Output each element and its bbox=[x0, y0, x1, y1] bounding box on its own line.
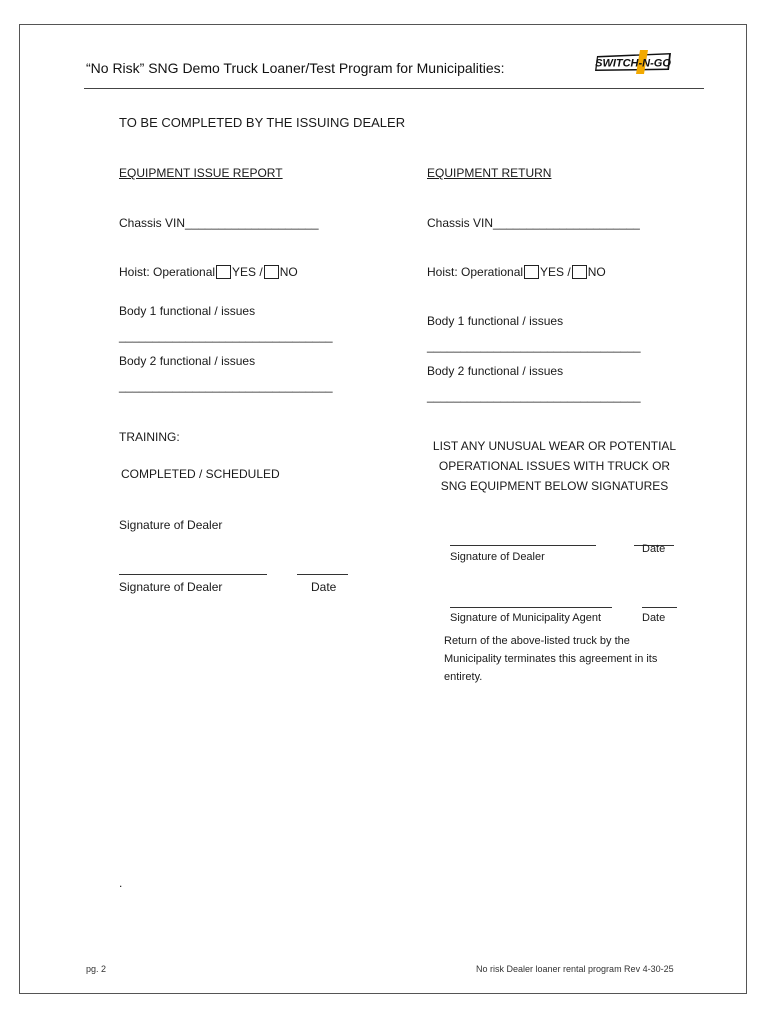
return-date2-line[interactable] bbox=[642, 607, 677, 608]
return-dealer-signature-line[interactable] bbox=[450, 545, 596, 546]
return-body1-label: Body 1 functional / issues bbox=[427, 314, 564, 328]
issue-hoist-label: Hoist: Operational bbox=[119, 265, 216, 279]
issue-hoist-no-checkbox[interactable] bbox=[264, 265, 279, 279]
issue-hoist-row bbox=[119, 265, 298, 279]
issue-signature-caption: Signature of Dealer bbox=[119, 518, 223, 532]
instruction-text: TO BE COMPLETED BY THE ISSUING DEALER bbox=[119, 115, 406, 130]
return-body1-line[interactable]: ________________________________ bbox=[427, 339, 641, 353]
return-heading: EQUIPMENT RETURN bbox=[427, 166, 552, 180]
issue-body1-label: Body 1 functional / issues bbox=[119, 304, 256, 318]
return-instructions-line-1: LIST ANY UNUSUAL WEAR OR POTENTIAL bbox=[432, 439, 677, 453]
header-rule bbox=[84, 88, 704, 89]
return-hoist-yes-checkbox[interactable] bbox=[524, 265, 539, 279]
stray-dot: . bbox=[119, 876, 123, 890]
return-agent-signature-line[interactable] bbox=[450, 607, 612, 608]
return-hoist-label: Hoist: Operational bbox=[427, 265, 524, 279]
training-status[interactable]: COMPLETED / SCHEDULED bbox=[121, 467, 280, 481]
issue-body1-line[interactable]: ________________________________ bbox=[119, 329, 333, 343]
return-hoist-yes-label: YES / bbox=[540, 265, 571, 279]
issue-body2-label: Body 2 functional / issues bbox=[119, 354, 256, 368]
issue-hoist-yes-checkbox[interactable] bbox=[216, 265, 231, 279]
return-instructions-line-2: OPERATIONAL ISSUES WITH TRUCK OR bbox=[438, 459, 671, 473]
return-date2-label: Date bbox=[642, 612, 666, 624]
return-date1-label: Date bbox=[642, 543, 666, 555]
issue-heading: EQUIPMENT ISSUE REPORT bbox=[119, 166, 283, 180]
issue-hoist-yes-label: YES / bbox=[232, 265, 263, 279]
return-agent-signature-label: Signature of Municipality Agent bbox=[450, 612, 602, 624]
page-number: pg. 2 bbox=[86, 964, 107, 974]
return-hoist-no-label: NO bbox=[587, 265, 606, 279]
issue-body2-line[interactable]: ________________________________ bbox=[119, 379, 333, 393]
return-terms-note: Return of the above-listed truck by the Municipality terminates this agreement in its entirety. bbox=[444, 635, 658, 683]
issue-signature-label: Signature of Dealer bbox=[119, 580, 223, 594]
return-body2-label: Body 2 functional / issues bbox=[427, 364, 564, 378]
issue-hoist-no-label: NO bbox=[279, 265, 298, 279]
issue-chassis-vin: Chassis VIN____________________ bbox=[119, 216, 319, 230]
issue-signature-line[interactable] bbox=[119, 574, 267, 575]
return-hoist-row bbox=[427, 265, 606, 279]
issue-date-line[interactable] bbox=[297, 574, 348, 575]
logo-text: SWITCH-N-GO bbox=[595, 57, 671, 70]
training-label: TRAINING: bbox=[119, 430, 180, 444]
issue-date-label: Date bbox=[311, 580, 337, 594]
return-dealer-signature-label: Signature of Dealer bbox=[450, 551, 545, 563]
return-chassis-vin: Chassis VIN______________________ bbox=[427, 216, 640, 230]
switch-n-go-logo bbox=[593, 50, 675, 74]
document-page bbox=[19, 24, 747, 994]
return-instructions-line-3: SNG EQUIPMENT BELOW SIGNATURES bbox=[440, 479, 669, 493]
document-title: “No Risk” SNG Demo Truck Loaner/Test Program for Municipalities: bbox=[86, 60, 505, 76]
revision-note: No risk Dealer loaner rental program Rev 4-30-25 bbox=[476, 964, 674, 974]
return-body2-line[interactable]: ________________________________ bbox=[427, 389, 641, 403]
return-hoist-no-checkbox[interactable] bbox=[572, 265, 587, 279]
